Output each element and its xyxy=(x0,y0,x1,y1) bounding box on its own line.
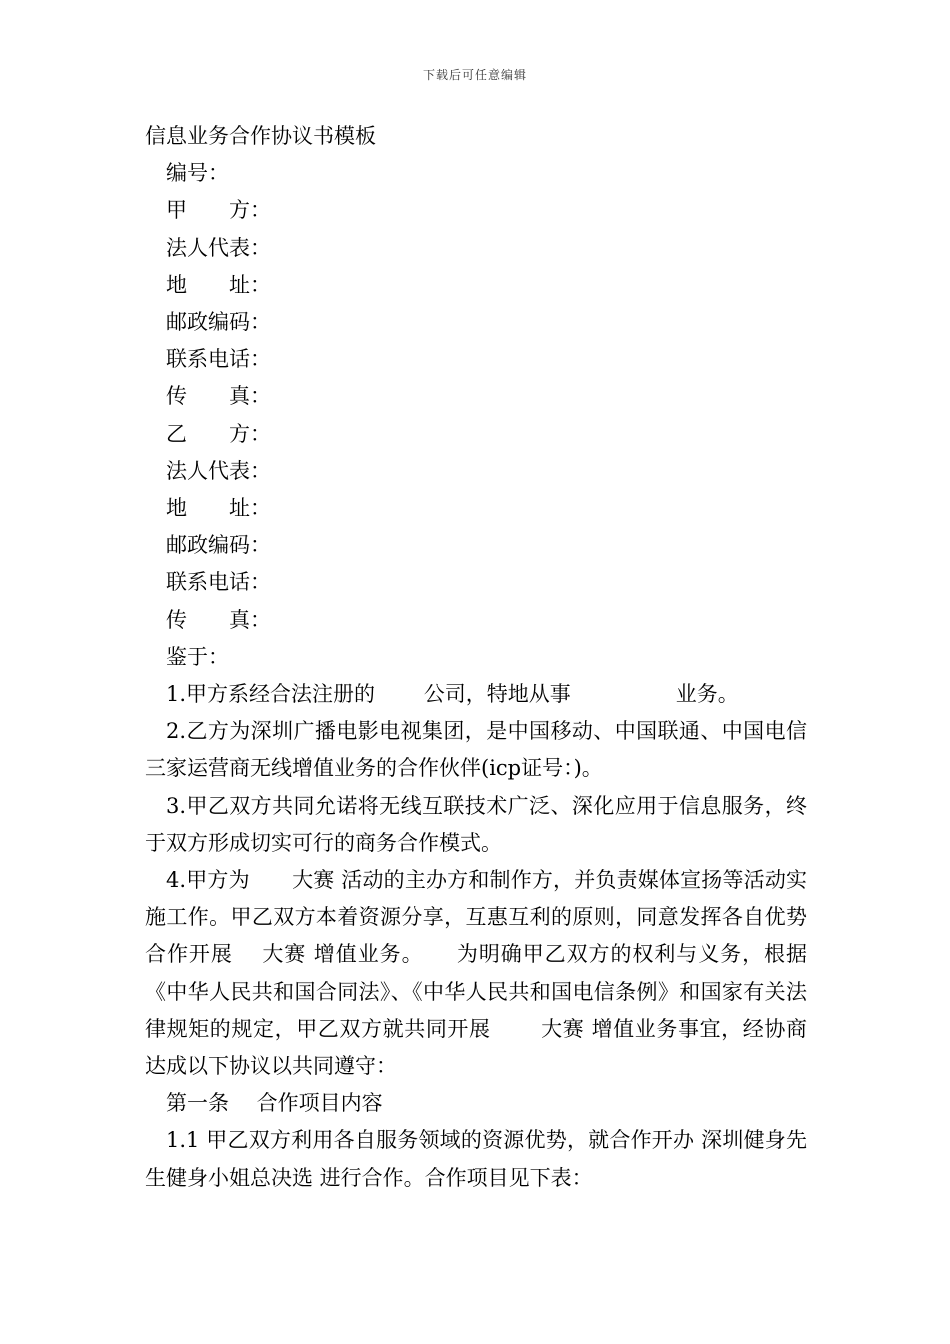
document-title: 信息业务合作协议书模板 xyxy=(145,124,376,148)
field-party-a-address: 地 址： xyxy=(166,272,271,297)
article-1-clause-1-1: 1.1 甲乙双方利用各自服务领域的资源优势，就合作开办 深圳健身先生健身小姐总决选 进行合作。合作项目见下表： xyxy=(145,1128,807,1190)
article-1-heading: 第一条 合作项目内容 xyxy=(166,1091,383,1116)
header-note: 下载后可任意编辑 xyxy=(422,68,527,82)
field-party-b-postcode: 邮政编码： xyxy=(166,533,271,558)
field-party-a: 甲 方： xyxy=(166,198,271,223)
clause-4: 4.甲方为 大赛 活动的主办方和制作方，并负责媒体宣扬等活动实施工作。甲乙双方本着资源分享，互惠互利的原则，同意发挥各自优势合作开展 大赛 增值业务。 为明确甲乙双方的权利与义务，根据《中华人民共和国合同法》、《中华人民共和国电信条例》和国家有关法律规矩的规定，甲乙双方就共同开展 大赛 增值业务事宜，经协商达成以下协议以共同遵守： xyxy=(145,868,807,1079)
field-party-b: 乙 方： xyxy=(166,421,271,446)
field-party-b-address: 地 址： xyxy=(166,496,271,521)
field-party-b-phone: 联系电话： xyxy=(166,570,271,595)
field-party-a-fax: 传 真： xyxy=(166,384,271,409)
field-party-b-fax: 传 真： xyxy=(166,607,271,632)
field-party-b-legal-rep: 法人代表： xyxy=(166,458,271,483)
field-whereas: 鉴于： xyxy=(166,644,229,669)
document-body xyxy=(145,118,807,1197)
field-party-a-legal-rep: 法人代表： xyxy=(166,235,271,260)
clause-1: 1.甲方系经合法注册的 公司，特地从事 业务。 xyxy=(166,682,739,707)
clause-3: 3.甲乙双方共同允诺将无线互联技术广泛、深化应用于信息服务，终于双方形成切实可行的商务合作模式。 xyxy=(145,793,807,855)
field-party-a-postcode: 邮政编码： xyxy=(166,310,271,335)
field-number: 编号： xyxy=(166,161,229,186)
field-party-a-phone: 联系电话： xyxy=(166,347,271,372)
clause-2: 2.乙方为深圳广播电影电视集团，是中国移动、中国联通、中国电信三家运营商无线增值业务的合作伙伴(icp证号：)。 xyxy=(145,719,807,781)
